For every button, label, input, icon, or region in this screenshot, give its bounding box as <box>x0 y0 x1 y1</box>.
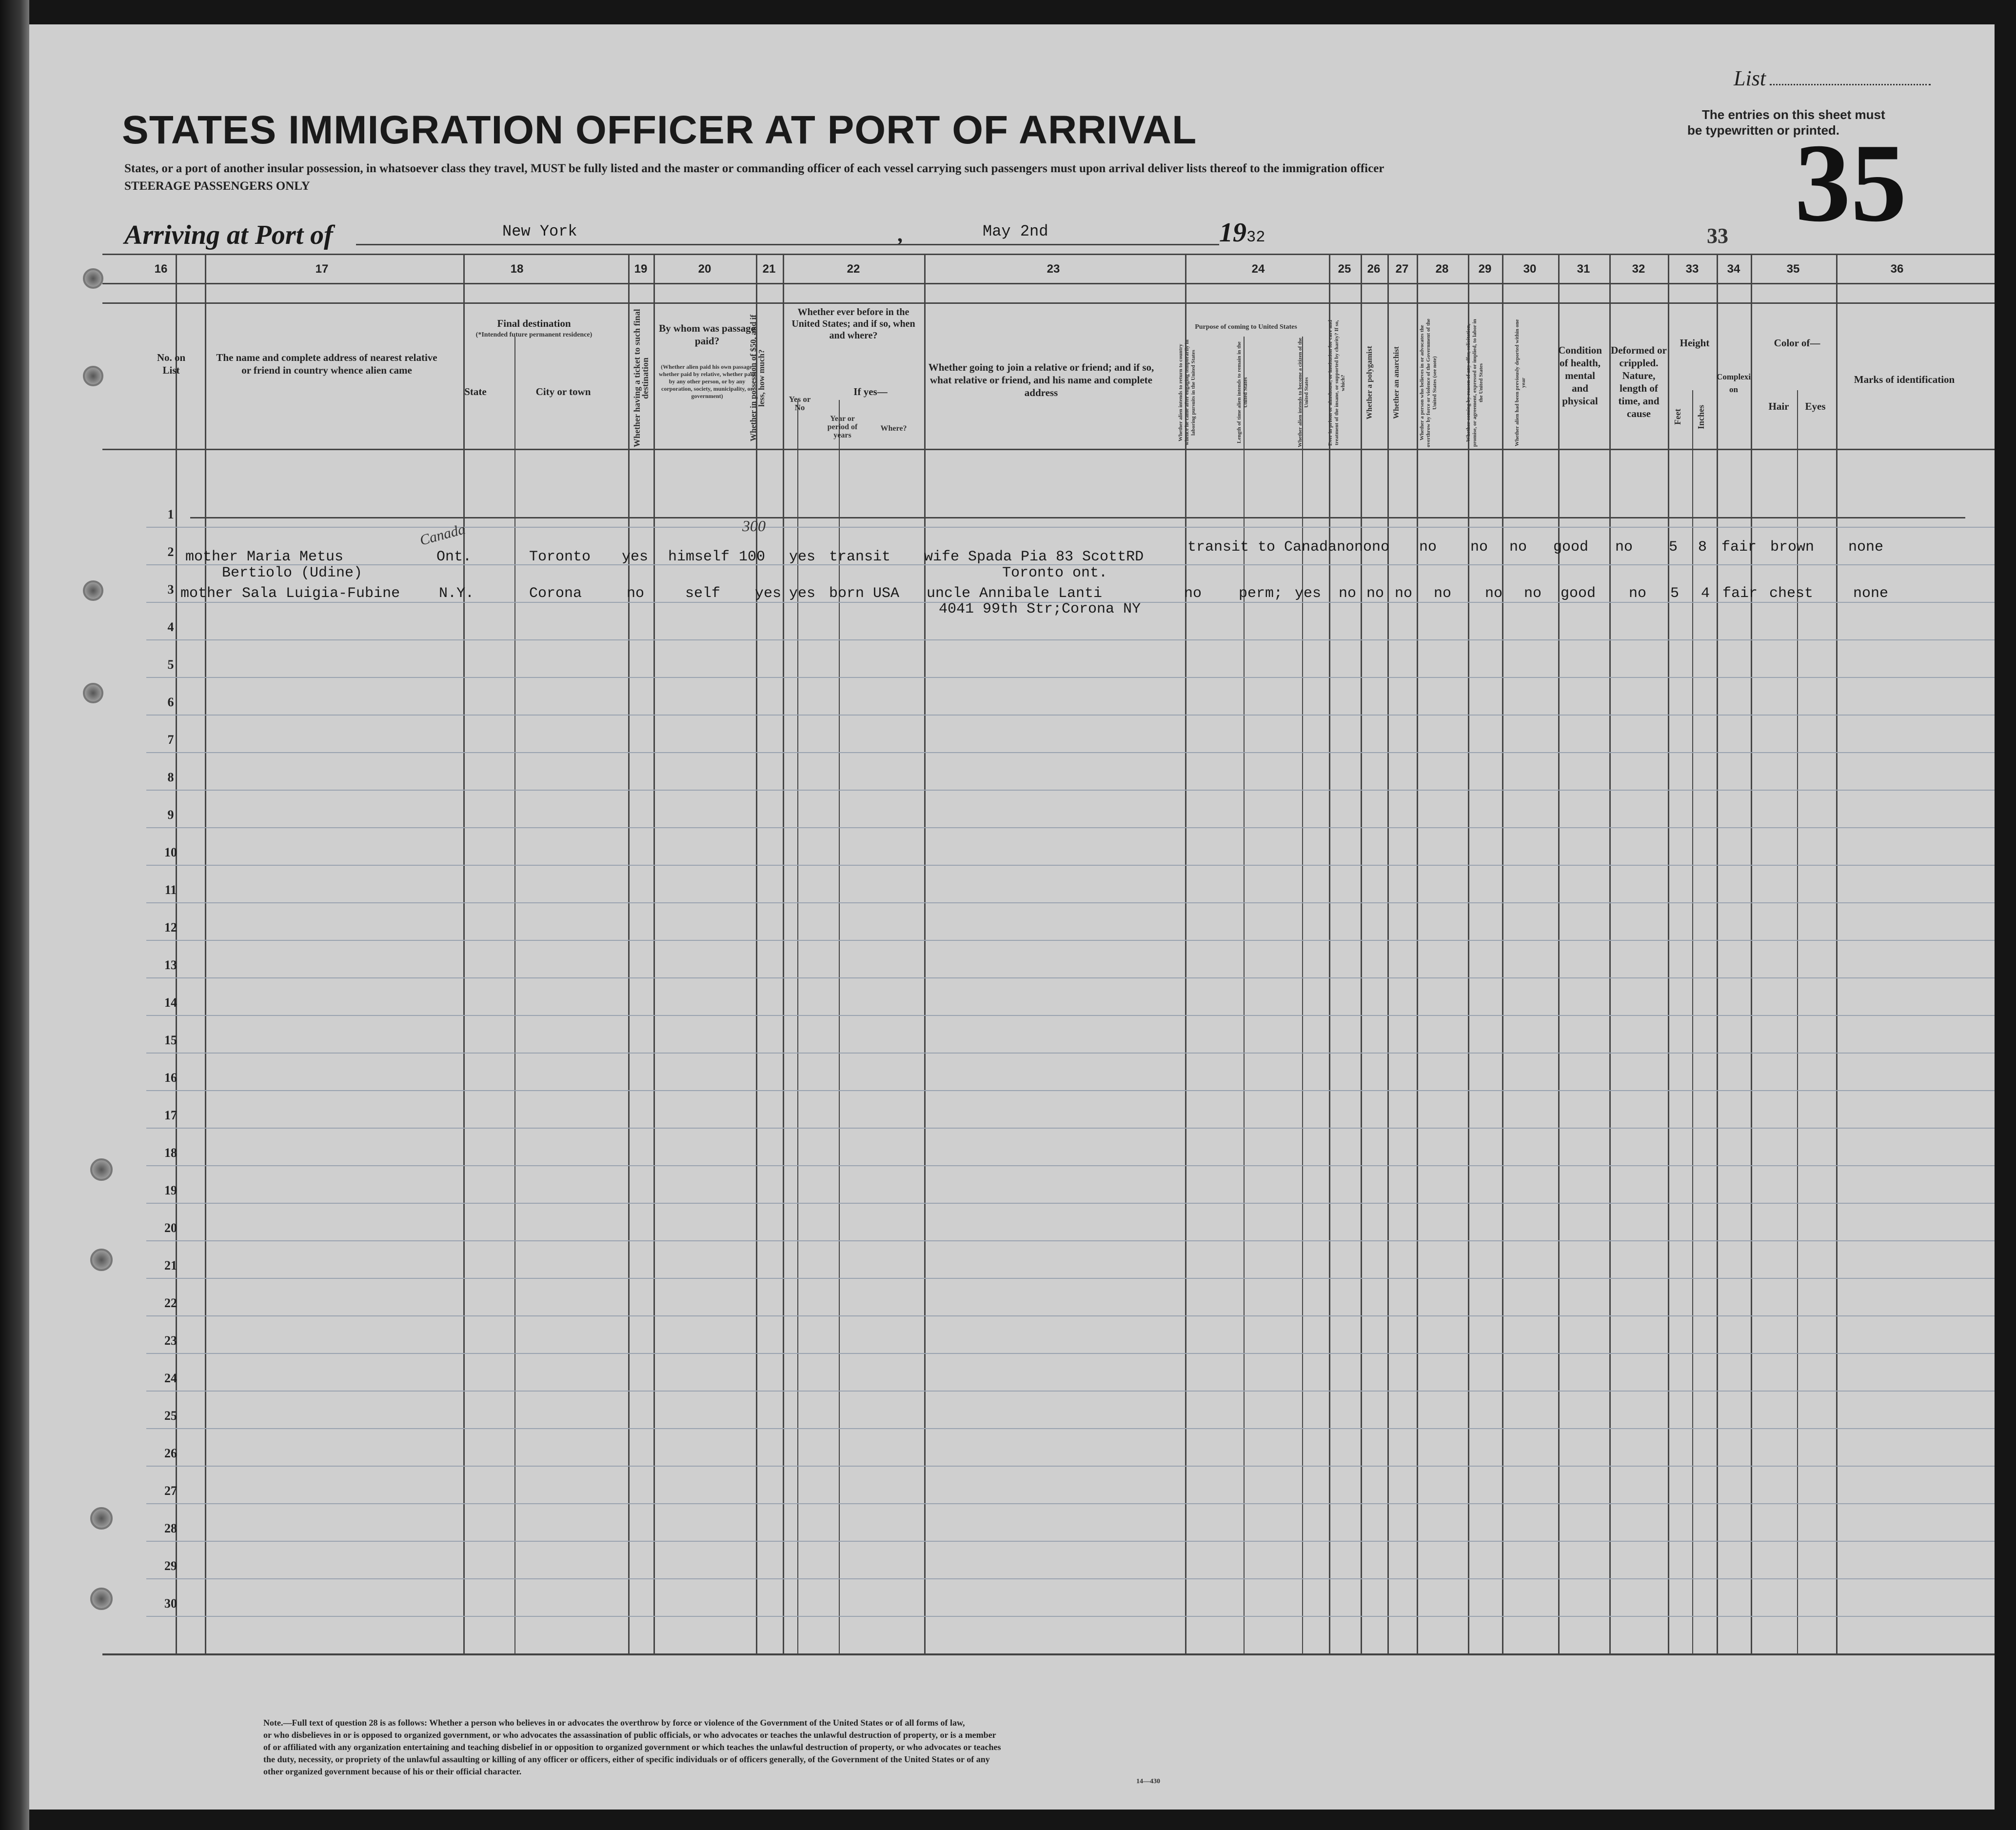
column-number: 27 <box>1395 262 1409 276</box>
row-rule <box>146 715 1995 716</box>
page-number: 35 <box>1795 120 1907 245</box>
sub-column-rule <box>1302 337 1303 1653</box>
row-rule <box>146 1165 1995 1166</box>
punch-hole <box>90 1507 113 1530</box>
header-deformed: Deformed or crippled. Nature, length of time, and cause <box>1611 344 1667 419</box>
r2-before: yes <box>789 549 816 565</box>
r2-relative-line1: mother Maria Metus <box>185 549 344 565</box>
r3-health: good <box>1561 585 1596 602</box>
header-purpose-a: Whether alien intends to return to country whence he came after engaging temporarily in laboring pursuits in the United States <box>1178 339 1196 446</box>
row-rule <box>146 865 1995 866</box>
manifest-sheet: List The entries on this sheet must be typewritten or printed. 35 STATES IMMIGRATION OFFICER AT PORT OF ARRIVAL States, or a port of another insular possession, in whatsoever class they travel, MUST be fully listed and the master or commanding officer of each vessel carrying such passengers must upon arrival deliver lists thereof to the immigration officer STEERAGE PASSENGERS ONLY Arriving at Port of New York , May 2nd 1932 33 16 17 18 19 20 21 22 23 24 25 26 27 28 29 30 31 32 33 34 35 36 No. on List The name and complete address of nearest relative or friend in country whence alien came Final destination (*Intended future permanent residence) State City or town Whether having a ticket to such final destination By whom was passage paid? (Whether alien paid his own passage, whether paid by relative, whether paid by any other person, or by any corporation, society, municipality, or government) Whether in possession of $50, and if less, how much? Whether ever before in the United States; and if so, when and where? Yes or No If yes— Year or period of years Where? Whether going to join a relative or friend; and if so, what relative or friend, and his name and complete address Purpose of coming to United States Whether alien intends to return to country whence he came after engaging temporarily in laboring pursuits in the United States Length of time alien intends to remain in the United States Whether alien intends to become a citizen of the United States Ever in prison or almshouse, or institution for care and treatment of the insane, or supported by charity? If so, which? Whether a polygamist Whether an anarchist Whether a person who believes in or advocates the overthrow by force or violence of the Government of the United States (see note) Whether coming by reason of any offer, solicitation, promise, or agreement, expressed or implied, to labor in the United States Whether alien had been previously deported within one year Condition of health, mental and physical Deformed or crippled. Nature, length of time, and cause Height Feet Inches Complexion Color of— Hair Eyes Marks of identification 1 2 3 4 5 6 7 8 9 10 11 12 13 14 15 16 17 18 19 20 21 22 23 24 25 26 27 28 29 30 mother Maria Metus Bertiolo (Udine) Canada Ont. Toronto yes himself 300 100 yes transit wife Spada Pia 83 ScottRD Toronto ont. transit to Canadanonono no no no good no 5 8 fair brown none mother Sala Luigia-Fubine N.Y. Corona no self yes yes born USA uncle Annibale Lanti 4041 99th Str;Corona NY no perm; yes no no no no no no good no 5 4 fair chest none Note.—Full text of question 28 is as follows: Whether a person who believes in or advocates the overthrow by force or violence of the Government of the United States or of all forms of law, or who disbelieves in or is opposed to organized government, or who advocates the assassination of public officials, or who advocates or teaches the unlawful destruction of property, or is a member of or affiliated with any organization entertaining and teaching disbelief in or opposition to organized government or which teaches the unlawful destruction of property, or who advocates or teaches the duty, necessity, or propriety of the unlawful assaulting or killing of any officer or officers, either of specific individuals or of officers generally, of the Government of the United States or of any other organized government because of his or their official character. 14—430 <box>29 24 1995 1810</box>
row-number: 7 <box>167 733 174 747</box>
r2-state-handwritten-note: Canada <box>418 521 467 549</box>
row-rule <box>146 1466 1995 1467</box>
r3-hair-eyes: chest <box>1769 585 1814 602</box>
date-field <box>888 219 1219 245</box>
row-number: 11 <box>164 883 177 897</box>
row-number: 17 <box>164 1108 177 1122</box>
header-passage-paid: By whom was passage paid? <box>659 322 755 347</box>
question-28-note <box>263 1717 1726 1778</box>
column-number: 18 <box>510 262 524 276</box>
column-rule <box>1836 254 1838 1653</box>
header-where: Where? <box>880 424 907 433</box>
row-rule <box>146 977 1995 978</box>
row-rule <box>146 1240 1995 1241</box>
r3-paid-by: self <box>685 585 721 602</box>
port-value: New York <box>502 222 577 240</box>
row-number: 15 <box>164 1033 177 1047</box>
punch-hole <box>83 366 103 386</box>
column-number: 21 <box>762 262 776 276</box>
form-title: STATES IMMIGRATION OFFICER AT PORT OF ARRIVAL <box>122 108 1197 152</box>
row-rule <box>146 1391 1995 1392</box>
punch-hole <box>90 1588 113 1610</box>
row-number: 8 <box>167 770 174 784</box>
row-rule <box>146 527 1995 528</box>
row-number: 25 <box>164 1409 177 1423</box>
row-rule <box>146 1578 1995 1579</box>
row-number: 23 <box>164 1333 177 1348</box>
date-value: May 2nd <box>983 222 1048 240</box>
r2-inches: 8 <box>1698 539 1707 556</box>
column-number: 16 <box>154 262 168 276</box>
column-number: 26 <box>1367 262 1381 276</box>
r2-q28: no <box>1419 539 1437 556</box>
header-final-destination-note: (*Intended future permanent residence) <box>475 331 593 338</box>
column-rule <box>205 254 206 1653</box>
header-purpose-b: Length of time alien intends to remain in the United States <box>1236 341 1248 444</box>
r2-q30: no <box>1509 539 1527 556</box>
header-labor-offer: Whether coming by reason of any offer, solicitation, promise, or agreement, expressed or implied, to labor in the United States <box>1465 319 1484 447</box>
header-purpose: Purpose of coming to United States <box>1195 323 1297 331</box>
header-passage-note: (Whether alien paid his own passage, whether paid by relative, whether paid by any other person, or by any corporation, society, municipality, or government) <box>658 363 755 399</box>
sub-column-rule <box>1797 390 1798 1653</box>
column-number: 35 <box>1786 262 1800 276</box>
punch-hole <box>90 1158 113 1181</box>
r2-money-handwritten: 300 <box>742 517 766 535</box>
header-marks: Marks of identification <box>1854 374 1955 385</box>
column-rule <box>1668 254 1669 1653</box>
r2-relative-line2: Bertiolo (Udine) <box>222 565 363 581</box>
row-number: 1 <box>167 507 174 521</box>
sub-column-rule <box>1692 390 1693 1653</box>
row-rule <box>146 1090 1995 1091</box>
r3-inches: 4 <box>1701 585 1710 602</box>
r3-q29: no <box>1485 585 1503 602</box>
form-number: 14—430 <box>1136 1778 1160 1785</box>
note-line-5: other organized government because of his or their official character. <box>263 1767 522 1776</box>
row-number: 26 <box>164 1446 177 1460</box>
r3-ticket: no <box>627 585 645 602</box>
r3-q30: no <box>1524 585 1542 602</box>
row-rule <box>146 1053 1995 1054</box>
row-rule <box>146 1503 1995 1504</box>
instructions-line-1: The entries on this sheet must <box>1702 107 1885 122</box>
header-money: Whether in possession of $50, and if less, how much? <box>749 315 766 441</box>
r2-joining-line1: wife Spada Pia 83 ScottRD <box>924 549 1144 565</box>
r3-q28: no <box>1434 585 1452 602</box>
header-state: State <box>464 386 487 398</box>
column-rule <box>1558 254 1560 1653</box>
r2-hair-eyes: brown <box>1770 539 1815 556</box>
note-line-3: of or affiliated with any organization entertaining and teaching disbelief in or opposition to organized government or which teaches the unlawful destruction of property, or who advocates or teaches <box>263 1742 1001 1752</box>
row-number: 6 <box>167 695 174 709</box>
row-rule <box>146 940 1995 941</box>
r2-city: Toronto <box>529 549 591 565</box>
r2-deformed: no <box>1615 539 1633 556</box>
r3-joining-line1: uncle Annibale Lanti <box>927 585 1103 602</box>
column-rule <box>783 254 784 1653</box>
header-question-28: Whether a person who believes in or advocates the overthrow by force or violence of the Government of the United States (see note) <box>1419 318 1438 447</box>
r2-when-where: transit <box>829 549 891 565</box>
header-purpose-c: Whether alien intends to become a citizen of the United States <box>1297 338 1309 448</box>
column-rule <box>1361 254 1362 1653</box>
note-line-4: the duty, necessity, or propriety of the unlawful assaulting or killing of any officer or officers, either of specific individuals or of officers generally, of the Government of the United States or of any <box>263 1754 990 1764</box>
column-number: 23 <box>1047 262 1060 276</box>
column-rule <box>1468 254 1469 1653</box>
r2-paid-by: himself <box>668 549 730 565</box>
header-city: City or town <box>535 386 591 398</box>
r3-complexion: fair <box>1722 585 1758 602</box>
header-before-in-us: Whether ever before in the United States; and if so, when and where? <box>791 307 915 341</box>
r3-q24a: no <box>1184 585 1202 602</box>
steerage-label: STEERAGE PASSENGERS ONLY <box>124 179 310 193</box>
punch-hole <box>83 268 103 289</box>
column-rule <box>1502 254 1503 1653</box>
row-rule <box>146 1428 1995 1429</box>
note-line-2: or who disbelieves in or is opposed to organized government, or who advocates the assassination of public officials, or who advocates or teaches the unlawful destruction of property, or is a member <box>263 1730 996 1740</box>
header-yes-no: Yes or No <box>789 395 811 412</box>
r2-joining-line2: Toronto ont. <box>1002 565 1108 581</box>
column-number: 34 <box>1727 262 1740 276</box>
column-rule <box>1417 254 1418 1653</box>
header-health: Condition of health, mental and physical <box>1558 344 1602 407</box>
row-rule <box>146 1353 1995 1354</box>
row-rule <box>146 639 1995 640</box>
column-rule <box>1387 254 1389 1653</box>
header-relative: The name and complete address of nearest relative or friend in country whence alien came <box>216 352 437 376</box>
row-number: 19 <box>164 1183 177 1197</box>
row-rule <box>146 902 1995 903</box>
column-rule <box>1329 254 1330 1653</box>
column-number: 29 <box>1478 262 1492 276</box>
column-rule <box>628 254 630 1653</box>
row-number: 24 <box>164 1371 177 1385</box>
row-rule <box>146 1128 1995 1129</box>
header-prison: Ever in prison or almshouse, or institution for care and treatment of the insane, or supported by charity? If so, which? <box>1327 319 1346 446</box>
row-rule <box>146 1541 1995 1542</box>
r3-city: Corona <box>529 585 582 602</box>
row-number: 10 <box>164 845 177 859</box>
column-number: 30 <box>1523 262 1537 276</box>
column-number: 17 <box>315 262 329 276</box>
r3-q26: no <box>1366 585 1384 602</box>
port-field <box>356 219 902 245</box>
r3-deformed: no <box>1629 585 1647 602</box>
r2-health: good <box>1553 539 1589 556</box>
note-line-1: Note.—Full text of question 28 is as follows: Whether a person who believes in or advocates the overthrow by force or violence of the Government of the United States or of all forms of law, <box>263 1718 965 1728</box>
column-number: 22 <box>847 262 860 276</box>
column-rule <box>463 254 465 1653</box>
r3-marks: none <box>1853 585 1889 602</box>
instructions-line-2: be typewritten or printed. <box>1687 123 1840 138</box>
row-number: 21 <box>164 1258 177 1273</box>
row-number: 27 <box>164 1484 177 1498</box>
row-number: 4 <box>167 620 174 634</box>
r3-feet: 5 <box>1670 585 1680 602</box>
column-number: 24 <box>1251 262 1265 276</box>
header-hair: Hair <box>1768 400 1789 412</box>
column-rule <box>924 254 926 1653</box>
row-rule <box>146 1203 1995 1204</box>
column-number: 19 <box>634 262 648 276</box>
punch-hole <box>83 683 103 703</box>
r2-ticket: yes <box>622 549 649 565</box>
column-rule <box>756 254 757 1653</box>
column-number: 31 <box>1577 262 1590 276</box>
sub-column-rule <box>514 337 515 1653</box>
header-polygamist: Whether a polygamist <box>1365 346 1374 420</box>
row-rule <box>146 790 1995 791</box>
row-rule <box>146 827 1995 828</box>
row-number: 22 <box>164 1296 177 1310</box>
punch-hole <box>90 1249 113 1271</box>
r3-when-where: born USA <box>829 585 900 602</box>
r2-marks: none <box>1848 539 1884 556</box>
column-rule <box>1751 254 1752 1653</box>
header-color-of: Color of— <box>1774 337 1820 349</box>
row-number: 30 <box>164 1596 177 1611</box>
column-number: 28 <box>1435 262 1449 276</box>
year-field: 1932 <box>1219 218 1265 248</box>
header-complexion: Complexion <box>1717 372 1751 394</box>
arriving-label: Arriving at Port of <box>124 220 333 250</box>
header-ticket: Whether having a ticket to such final destination <box>632 309 650 447</box>
column-number: 36 <box>1890 262 1904 276</box>
row-number: 3 <box>167 582 174 597</box>
header-deported: Whether alien had been previously deported within one year <box>1514 319 1526 447</box>
row-number: 29 <box>164 1559 177 1573</box>
sub-column-rule <box>1244 337 1245 1653</box>
row-number: 2 <box>167 545 174 559</box>
r3-q27: no <box>1395 585 1413 602</box>
r2-q29: no <box>1470 539 1488 556</box>
r2-purpose: transit to Canadanonono <box>1187 539 1390 556</box>
row-number: 9 <box>167 808 174 822</box>
r3-q24c: yes <box>1295 585 1322 602</box>
row-number: 5 <box>167 657 174 672</box>
row-rule <box>146 1015 1995 1016</box>
extra-number: 33 <box>1707 224 1728 248</box>
header-eyes: Eyes <box>1805 400 1826 412</box>
r2-feet: 5 <box>1669 539 1678 556</box>
column-rule <box>1609 254 1611 1653</box>
row-rule <box>146 1315 1995 1316</box>
column-number: 33 <box>1685 262 1699 276</box>
row-rule <box>146 677 1995 678</box>
header-final-destination: Final destination <box>497 318 571 329</box>
row-rule <box>146 1278 1995 1279</box>
form-subtitle: States, or a port of another insular possession, in whatsoever class they travel, MUST be fully listed and the master or commanding officer of each vessel carrying such passengers must upon arrival deliver lists thereof to the immigration officer <box>124 162 1384 175</box>
header-years: Year or period of years <box>827 415 858 439</box>
list-label: List <box>1734 66 1931 91</box>
column-rule <box>1185 254 1186 1653</box>
column-rule <box>653 254 655 1653</box>
r3-relative: mother Sala Luigia-Fubine <box>180 585 400 602</box>
column-rule <box>176 254 177 1653</box>
column-number: 20 <box>698 262 712 276</box>
row-number: 20 <box>164 1221 177 1235</box>
binding-edge <box>0 0 29 1830</box>
r3-q25: no <box>1339 585 1357 602</box>
row-number: 13 <box>164 958 177 972</box>
header-if-yes: If yes— <box>853 386 888 398</box>
r3-q24b: perm; <box>1239 585 1283 602</box>
header-anarchist: Whether an anarchist <box>1392 346 1401 419</box>
r2-complexion: fair <box>1721 539 1757 556</box>
header-inches: Inches <box>1696 405 1706 430</box>
row-number: 18 <box>164 1146 177 1160</box>
r2-state: Ont. <box>436 549 472 565</box>
punch-hole <box>83 580 103 601</box>
header-height: Height <box>1680 337 1710 349</box>
row-number: 12 <box>164 920 177 935</box>
header-joining: Whether going to join a relative or friend; and if so, what relative or friend, and his name and complete address <box>928 361 1154 398</box>
row-number: 28 <box>164 1521 177 1535</box>
row-rule <box>146 1616 1995 1617</box>
r2-money: 100 <box>739 549 766 565</box>
row-rule <box>146 752 1995 753</box>
row-number: 14 <box>164 995 177 1010</box>
r3-money: yes <box>755 585 782 602</box>
header-no-on-list: No. on List <box>157 352 186 376</box>
column-number: 32 <box>1632 262 1645 276</box>
r3-joining-line2: 4041 99th Str;Corona NY <box>939 601 1141 617</box>
r3-before: yes <box>789 585 816 602</box>
header-feet: Feet <box>1673 409 1682 425</box>
column-rule <box>1717 254 1718 1653</box>
r3-state: N.Y. <box>439 585 474 602</box>
column-number: 25 <box>1338 262 1351 276</box>
row-number: 16 <box>164 1071 177 1085</box>
